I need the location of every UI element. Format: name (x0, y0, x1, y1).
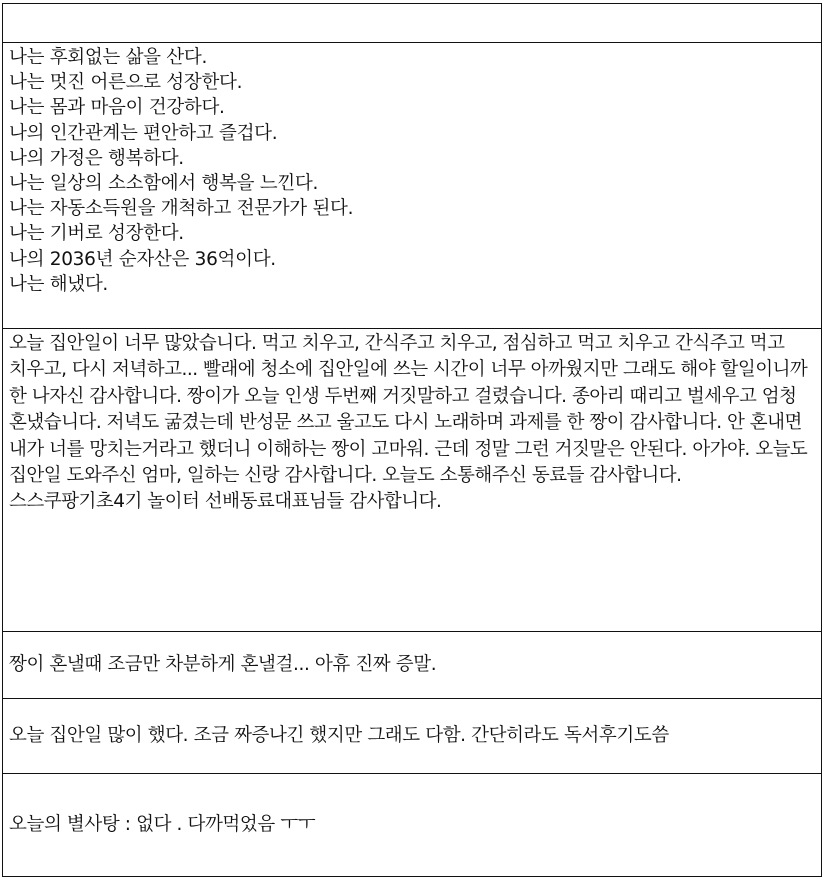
gratitude-diary-row (3, 329, 822, 632)
affirmation-line: 나의 가정은 행복하다. (9, 147, 184, 169)
praise-cell (3, 699, 822, 774)
affirmation-line: 나의 2036년 순자산은 36억이다. (9, 248, 276, 270)
affirmation-line: 나는 후회없는 삶을 산다. (9, 47, 208, 68)
affirmations-row (3, 43, 822, 329)
affirmation-line: 나는 자동소득원을 개척하고 전문가가 된다. (9, 198, 354, 220)
praise-row (3, 699, 822, 774)
gratitude-diary-text: 오늘 집안일이 너무 많았습니다. 먹고 치우고, 간식주고 치우고, 점심하고 먹고 치우고 간식주고 먹고 치우고, 다시 저녁하고... 빨래에 청소에 집안일에 쓰는 시간이 너무 아까웠지만 그래도 해야 할일이니까 한 나자신 감사합니다. 짱이가 오늘 인생 두번째 거짓말하고 걸렸습니다. 종아리 때리고 벌세우고 엄청 혼냈습니다. 저녁도 굶겼는데 반성문 쓰고 울고도 다시 노래하며 과제를 한 짱이 감사합니다. 안 혼내면 내가 너를 망치는거라고 했더니 이해하는 짱이 고마워. 근데 정말 그런 거짓말은 안된다. 아가야. 오늘도 집안일 도와주신 엄마, 일하는 신랑 감사합니다. 오늘도 소통해주신 동료들 감사합니다. 스스쿠팡기초4기 놀이터 선배동료대표님들 감사합니다. (9, 333, 808, 513)
affirmation-line: 나의 인간관계는 편안하고 즐겁다. (9, 122, 278, 144)
affirmation-line: 나는 멋진 어른으로 성장한다. (9, 72, 243, 94)
candy-row (3, 774, 822, 877)
reflection-row (3, 632, 822, 699)
affirmation-line: 나는 기버로 성장한다. (9, 223, 184, 245)
gratitude-diary-cell (3, 329, 822, 632)
affirmation-line: 나는 해냈다. (9, 273, 109, 295)
empty-header-row (3, 4, 822, 43)
candy-text: 오늘의 별사탕 : 없다 . 다까먹었음 ㅜㅜ (9, 814, 316, 835)
praise-text: 오늘 집안일 많이 했다. 조금 짜증나긴 했지만 그래도 다함. 간단히라도 독서후기도씀 (9, 725, 669, 746)
empty-cell (3, 4, 822, 43)
affirmation-line: 나는 몸과 마음이 건강하다. (9, 97, 225, 119)
journal-table (2, 3, 822, 877)
reflection-text: 짱이 혼낼때 조금만 차분하게 혼낼걸... 아휴 진짜 증말. (9, 654, 437, 675)
affirmation-line: 나는 일상의 소소함에서 행복을 느낀다. (9, 173, 319, 195)
reflection-cell (3, 632, 822, 699)
affirmations-cell (3, 43, 822, 329)
candy-cell (3, 774, 822, 877)
